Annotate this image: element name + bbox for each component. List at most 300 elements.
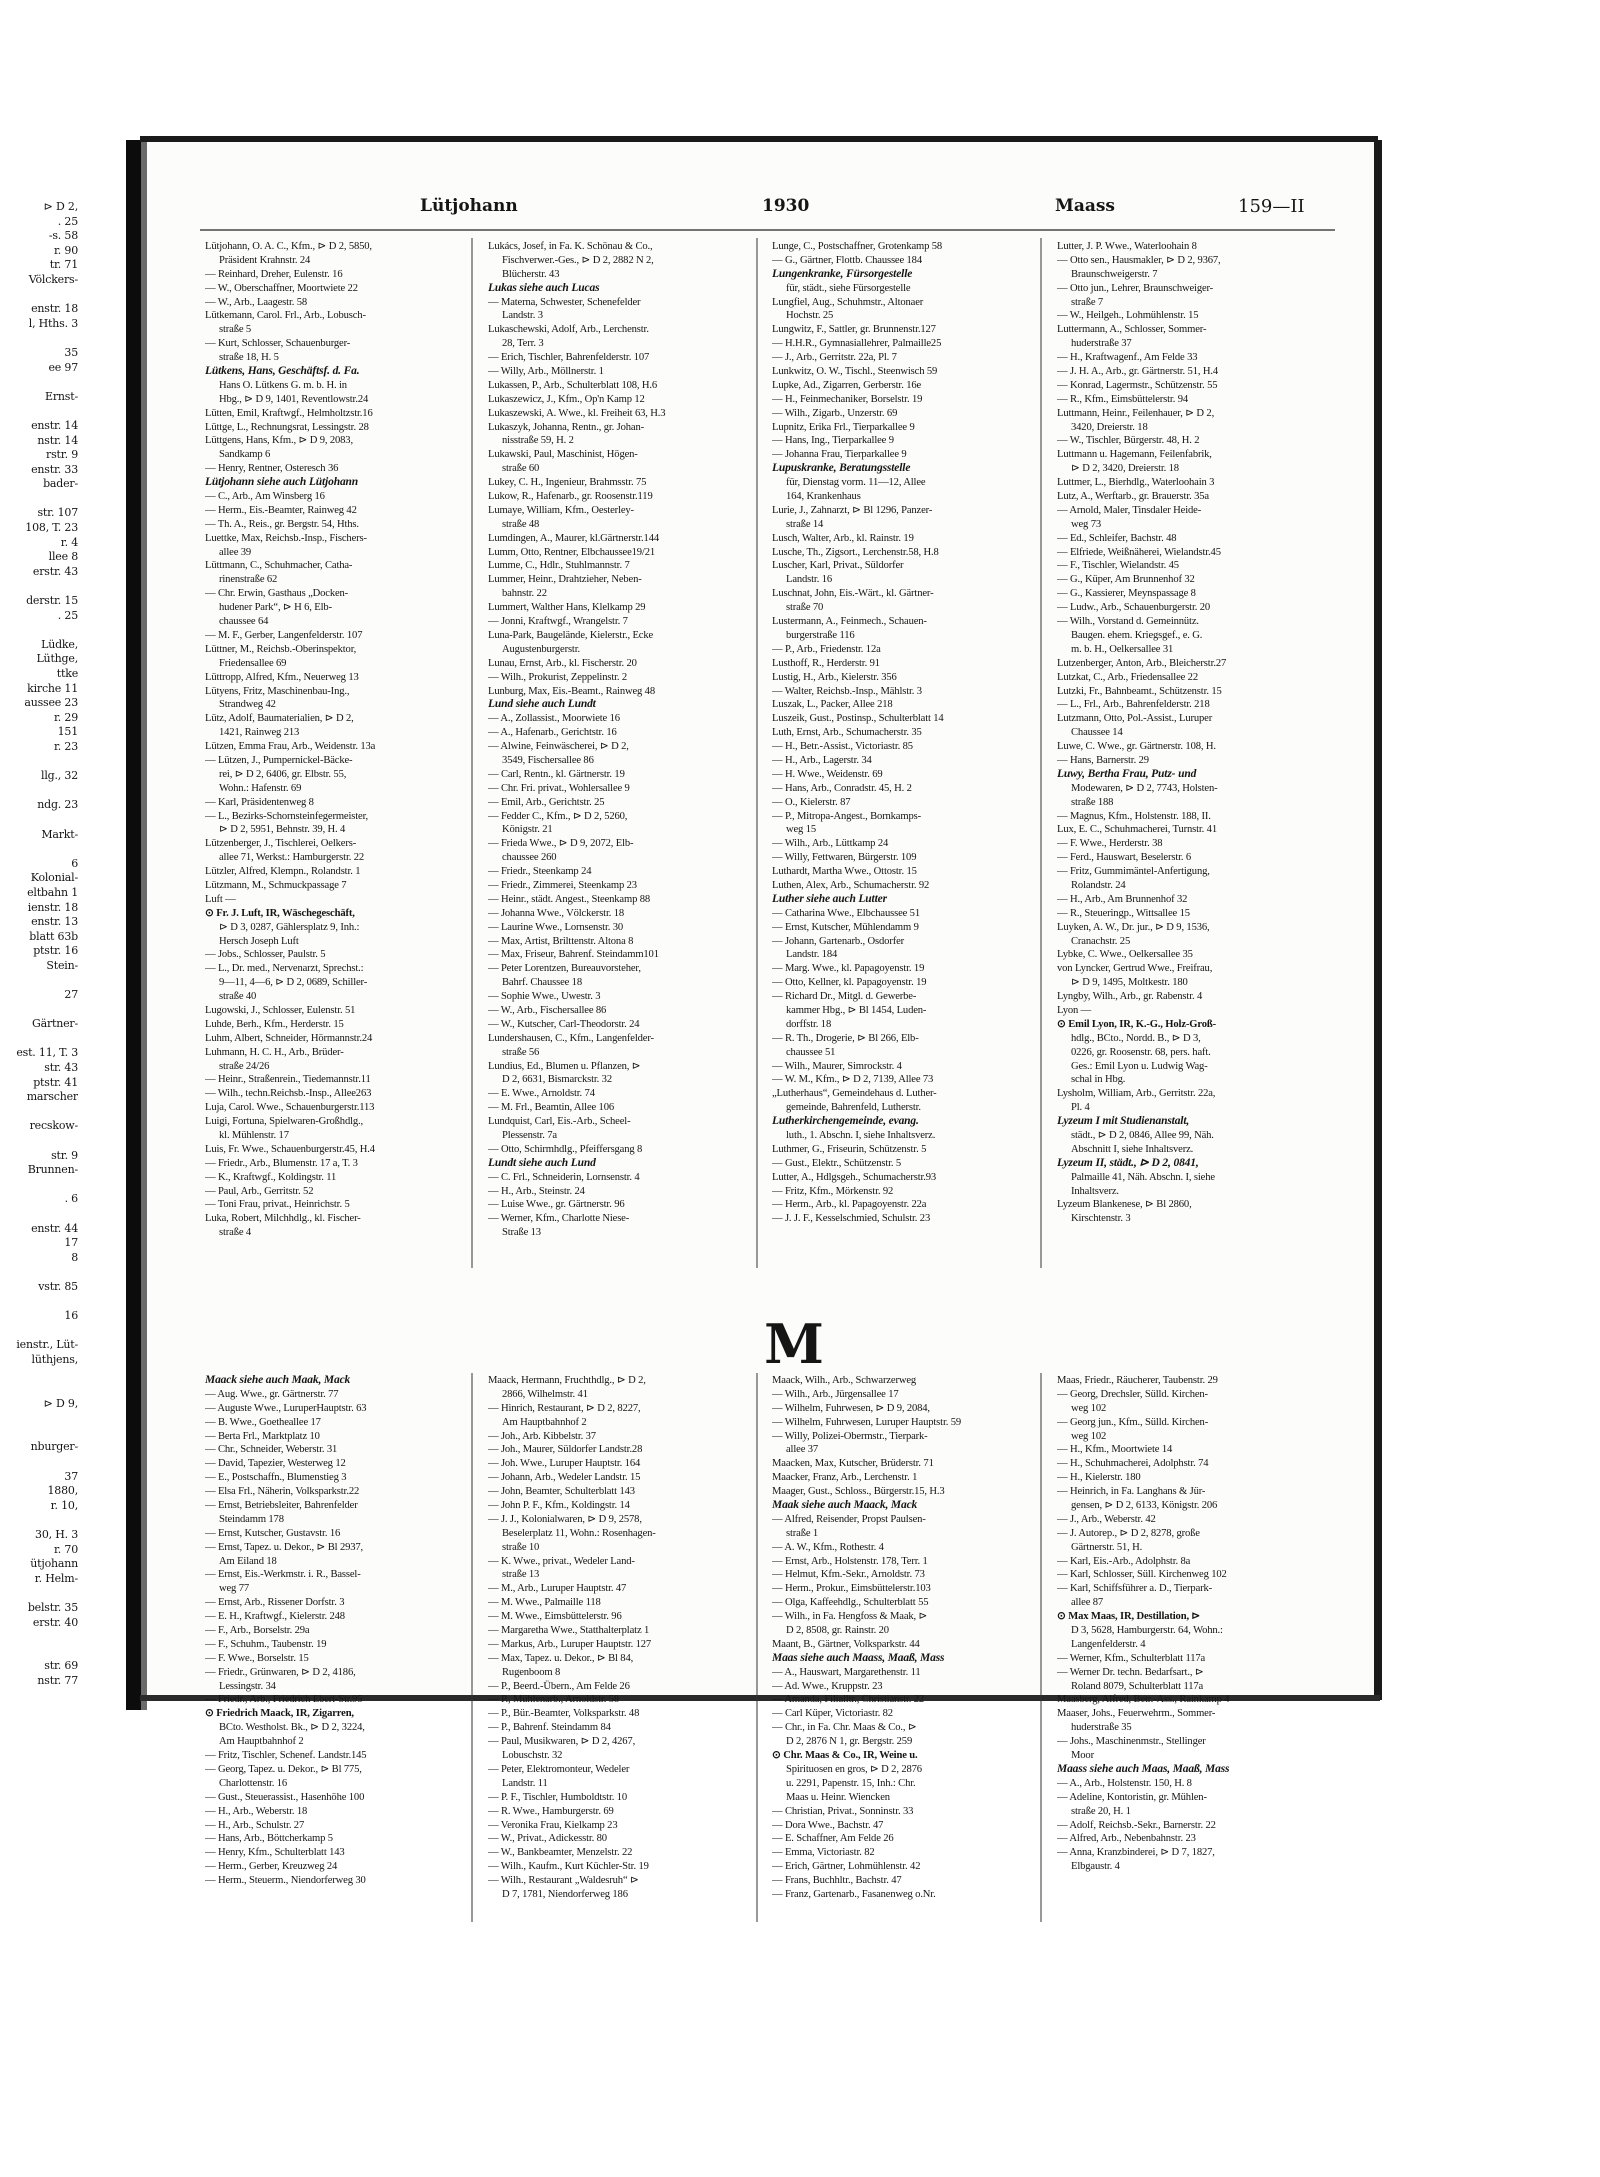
directory-entry: — Catharina Wwe., Elbchaussee 51 <box>772 907 920 919</box>
directory-entry: — W., Kutscher, Carl-Theodorstr. 24 <box>488 1018 640 1030</box>
facing-page-line <box>0 404 78 419</box>
directory-entry: — Christian, Privat., Sonninstr. 33 <box>772 1805 914 1817</box>
directory-entry: — P., Bür.-Beamter, Volksparkstr. 48 <box>488 1708 640 1720</box>
directory-entry: — Elsa Frl., Näherin, Volksparkstr.22 <box>205 1486 360 1498</box>
facing-page-line: 35 <box>64 345 78 359</box>
facing-page-line: ⊳ D 9, <box>43 1396 78 1410</box>
directory-entry: von Lyncker, Gertrud Wwe., Freifrau, <box>1057 963 1213 975</box>
directory-entry: Chaussee 14 <box>1071 727 1123 739</box>
directory-entry: Abschnitt I, siehe Inhaltsverz. <box>1071 1143 1194 1155</box>
directory-entry: — Ernst, Kutscher, Gustavstr. 16 <box>205 1527 341 1539</box>
directory-entry: — J., Arb., Weberstr. 42 <box>1057 1513 1156 1525</box>
directory-entry: straße 7 <box>1071 296 1104 308</box>
directory-entry: 164, Krankenhaus <box>786 491 861 503</box>
directory-entry: Luszeik, Gust., Postinsp., Schulterblatt 14 <box>772 713 944 725</box>
directory-entry: — Willy, Arb., Möllnerstr. 1 <box>488 366 604 378</box>
directory-entry: — Erich, Tischler, Bahrenfelderstr. 107 <box>488 352 650 364</box>
directory-entry: hdlg., BCto., Nordd. B., ⊳ D 3, <box>1071 1032 1201 1044</box>
page-number: 159—II <box>1238 196 1305 217</box>
directory-entry: — Georg, Tapez. u. Dekor., ⊳ Bl 775, <box>205 1763 362 1775</box>
directory-entry: Lummert, Walther Hans, Klelkamp 29 <box>488 602 646 614</box>
directory-entry: 0226, gr. Roosenstr. 68, pers. haft. <box>1071 1046 1211 1058</box>
directory-entry: Lummer, Heinr., Drahtzieher, Neben- <box>488 574 642 586</box>
facing-page-line: Stein- <box>46 958 78 972</box>
directory-entry: — M. Frl., Beamtin, Allee 106 <box>488 1102 615 1114</box>
facing-page-line: 37 <box>64 1469 78 1483</box>
facing-page-line: rstr. 9 <box>46 448 78 462</box>
directory-entry: Luschnat, John, Eis.-Wärt., kl. Gärtner- <box>772 588 934 600</box>
directory-entry: — A., Hauswart, Margarethenstr. 11 <box>772 1666 921 1678</box>
directory-entry: Straße 13 <box>502 1227 541 1239</box>
facing-page-line: enstr. 18 <box>31 302 78 316</box>
directory-entry: m. b. H., Oelkersallee 31 <box>1071 643 1174 655</box>
directory-entry: — Otto sen., Hausmakler, ⊳ D 2, 9367, <box>1057 254 1221 266</box>
directory-entry: Luthmer, G., Friseurin, Schützenstr. 5 <box>772 1143 927 1155</box>
directory-entry: — Anna, Kranzbinderei, ⊳ D 7, 1827, <box>1057 1847 1215 1859</box>
facing-page-line: r. 4 <box>60 535 78 549</box>
directory-entry: — P. F., Tischler, Humboldtstr. 10 <box>488 1791 628 1803</box>
directory-entry: Lutter, A., Hdlgsgeh., Schumacherstr.93 <box>772 1171 937 1183</box>
directory-entry: Lyzeum II, städt., ⊳ D 2, 0841, <box>1057 1156 1199 1169</box>
directory-entry: Lusthoff, R., Herderstr. 91 <box>772 657 880 669</box>
directory-entry: Luja, Carol. Wwe., Schauenburgerstr.113 <box>205 1102 375 1114</box>
facing-page-line: erstr. 43 <box>32 564 78 578</box>
facing-page-line <box>0 1455 78 1470</box>
directory-entry: — Frans, Buchhltr., Bachstr. 47 <box>772 1875 902 1887</box>
directory-entry: — Wilh., techn.Reichsb.-Insp., Allee263 <box>205 1088 372 1100</box>
directory-entry: — J. Autorep., ⊳ D 2, 8278, große <box>1057 1527 1200 1539</box>
directory-entry: Lustig, H., Arb., Kielerstr. 356 <box>772 671 897 683</box>
directory-entry: chaussee 260 <box>502 852 557 864</box>
directory-entry: — Chr. Fri. privat., Wohlersallee 9 <box>488 782 630 794</box>
directory-entry: Lyngby, Wilh., Arb., gr. Rabenstr. 4 <box>1057 991 1203 1003</box>
facing-page-line: ütjohann <box>30 1557 78 1571</box>
directory-entry: Lütkens, Hans, Geschäftsf. d. Fa. <box>205 365 360 378</box>
directory-entry: — Toni Frau, privat., Heinrichstr. 5 <box>205 1199 350 1211</box>
facing-page-line <box>0 1630 78 1645</box>
directory-entry: — Jobs., Schlosser, Paulstr. 5 <box>205 949 326 961</box>
directory-entry: — Wilh., Arb., Lüttkamp 24 <box>772 838 889 850</box>
directory-entry: — G., Kassierer, Meynspassage 8 <box>1057 588 1196 600</box>
directory-entry: ⊙ Max Maas, IR, Destillation, ⊳ <box>1057 1611 1201 1623</box>
directory-entry: Lützler, Alfred, Klempn., Rolandstr. 1 <box>205 866 361 878</box>
directory-entry: — Berta Frl., Marktplatz 10 <box>205 1430 320 1442</box>
facing-page-line: enstr. 33 <box>31 462 78 476</box>
directory-entry: Hersch Joseph Luft <box>219 935 299 947</box>
facing-page-line: . 25 <box>57 608 78 622</box>
facing-page-line <box>0 973 78 988</box>
facing-page-strip <box>0 200 78 1700</box>
directory-entry: Lüttgens, Hans, Kfm., ⊳ D 9, 2083, <box>205 435 353 447</box>
directory-entry: — Herm., Prokur., Eimsbüttelerstr.103 <box>772 1583 931 1595</box>
directory-entry: Lux, E. C., Schuhmacherei, Turnstr. 41 <box>1057 824 1217 836</box>
directory-entry: Fischverwer.-Ges., ⊳ D 2, 2882 N 2, <box>502 254 654 266</box>
directory-entry: gensen, ⊳ D 2, 6133, Königstr. 206 <box>1071 1500 1218 1512</box>
directory-entry: — Carl Küper, Victoriastr. 82 <box>772 1708 893 1720</box>
directory-entry: — Joh., Maurer, Süldorfer Landstr.28 <box>488 1444 643 1456</box>
facing-page-line: r. 29 <box>53 710 78 724</box>
directory-entry: kammer Hbg., ⊳ Bl 1454, Luden- <box>786 1004 927 1016</box>
directory-entry: — K. Wwe., privat., Wedeler Land- <box>488 1555 635 1567</box>
directory-entry: — A., Hafenarb., Gerichtstr. 16 <box>488 727 617 739</box>
directory-entry: Charlottenstr. 16 <box>219 1777 288 1789</box>
facing-page-line: nburger- <box>30 1440 78 1454</box>
directory-entry: — Friedr., Arb., Blumenstr. 17 a, T. 3 <box>205 1157 358 1169</box>
directory-entry: Rugenboom 8 <box>502 1666 561 1678</box>
facing-page-line: r. 10, <box>50 1498 78 1512</box>
directory-entry: u. 2291, Papenstr. 15, Inh.: Chr. <box>786 1777 916 1789</box>
directory-entry: — Herm., Gerber, Kreuzweg 24 <box>205 1861 338 1873</box>
directory-entry: Landstr. 16 <box>786 574 833 586</box>
directory-entry: ⊳ D 2, 5951, Behnstr. 39, H. 4 <box>219 824 346 836</box>
directory-entry: — Ernst, Eis.-Werkmstr. i. R., Bassel- <box>205 1569 361 1581</box>
directory-entry: straße 48 <box>502 518 540 530</box>
directory-entry: straße 5 <box>219 324 252 336</box>
directory-entry: straße 14 <box>786 518 824 530</box>
directory-entry: chaussee 64 <box>219 616 269 628</box>
facing-page-line: llg., 32 <box>41 769 78 783</box>
facing-page-line <box>0 331 78 346</box>
facing-page-line <box>0 1426 78 1441</box>
directory-entry: Lukaschewski, Adolf, Arb., Lerchenstr. <box>488 324 649 336</box>
directory-entry: Lurie, J., Zahnarzt, ⊳ Bl 1296, Panzer- <box>772 504 933 516</box>
directory-entry: — H., Schuhmacherei, Adolphstr. 74 <box>1057 1458 1209 1470</box>
directory-entry: — Frieda Wwe., ⊳ D 9, 2072, Elb- <box>488 838 634 850</box>
facing-page-line <box>0 813 78 828</box>
directory-entry: — Max, Friseur, Bahrenf. Steindamm101 <box>488 949 659 961</box>
directory-entry: — Werner Dr. techn. Bedarfsart., ⊳ <box>1057 1666 1204 1678</box>
directory-entry: — B. Wwe., Goetheallee 17 <box>205 1416 321 1428</box>
directory-entry: — Dora Wwe., Bachstr. 47 <box>772 1819 884 1831</box>
directory-entry: — Henry, Kfm., Schulterblatt 143 <box>205 1847 345 1859</box>
directory-entry: — Ludw., Arb., Schauenburgerstr. 20 <box>1057 602 1211 614</box>
directory-entry: — Wilhelm, Fuhrwesen, ⊳ D 9, 2084, <box>772 1402 930 1414</box>
directory-entry: — H., Arb., Weberstr. 18 <box>205 1805 308 1817</box>
directory-entry: — A., Zollassist., Moorwiete 16 <box>488 713 620 725</box>
directory-entry: burgerstraße 116 <box>786 629 855 641</box>
directory-entry: — Paul, Musikwaren, ⊳ D 2, 4267, <box>488 1736 636 1748</box>
directory-entry: chaussee 51 <box>786 1046 836 1058</box>
directory-entry: Lumme, C., Hdlr., Stuhlmannstr. 7 <box>488 560 630 572</box>
entry-column-m1 <box>205 1374 449 1888</box>
directory-entry: — J. J., Kolonialwaren, ⊳ D 9, 2578, <box>488 1513 642 1525</box>
directory-entry: Maack siehe auch Maak, Mack <box>205 1374 351 1386</box>
directory-entry: — Georg jun., Kfm., Sülld. Kirchen- <box>1057 1416 1209 1428</box>
facing-page-line: eltbahn 1 <box>27 885 78 899</box>
directory-entry: — Markus, Arb., Luruper Hauptstr. 127 <box>488 1638 652 1650</box>
directory-entry: — M. F., Gerber, Langenfelderstr. 107 <box>205 629 363 641</box>
directory-entry: Luttermann, A., Schlosser, Sommer- <box>1057 324 1207 336</box>
directory-entry: Am Hauptbahnhof 2 <box>219 1736 304 1748</box>
directory-entry: — Max, Tapez. u. Dekor., ⊳ Bl 84, <box>488 1652 634 1664</box>
directory-entry: — W., Arb., Fischersallee 86 <box>488 1004 607 1016</box>
directory-entry: allee 87 <box>1071 1597 1104 1609</box>
facing-page-line <box>0 1003 78 1018</box>
directory-entry: Lukaszewicz, J., Kfm., Op'n Kamp 12 <box>488 393 645 405</box>
directory-entry: ⊙ Chr. Maas & Co., IR, Weine u. <box>772 1750 918 1762</box>
directory-entry: — Richard Dr., Mitgl. d. Gewerbe- <box>772 991 917 1003</box>
directory-entry: Lütten, Emil, Kraftwgf., Helmholtzstr.16 <box>205 407 373 419</box>
facing-page-line: 8 <box>71 1250 78 1264</box>
directory-entry: Luna-Park, Baugelände, Kielerstr., Ecke <box>488 629 654 641</box>
facing-page-line <box>0 1324 78 1339</box>
directory-entry: — Franz, Gartenarb., Fasanenweg o.Nr. <box>772 1888 936 1900</box>
directory-entry: Lukow, R., Hafenarb., gr. Roosenstr.119 <box>488 491 653 503</box>
directory-entry: Roland 8079, Schulterblatt 117a <box>1071 1680 1204 1692</box>
facing-page-line <box>0 1368 78 1383</box>
directory-entry: — Henry, Rentner, Osteresch 36 <box>205 463 339 475</box>
directory-entry: Luhmann, H. C. H., Arb., Brüder- <box>205 1046 344 1058</box>
directory-entry: ⊳ D 3, 0287, Gählersplatz 9, Inh.: <box>219 921 360 933</box>
directory-entry: Lunau, Ernst, Arb., kl. Fischerstr. 20 <box>488 657 637 669</box>
directory-entry: Lessingstr. 34 <box>219 1680 276 1692</box>
facing-page-line: Ernst- <box>45 389 78 403</box>
directory-entry: — G., Küper, Am Brunnenhof 32 <box>1057 574 1195 586</box>
facing-page-line: erstr. 40 <box>32 1615 78 1629</box>
directory-entry: Präsident Krahnstr. 24 <box>219 254 311 266</box>
directory-entry: — H., Kraftwagenf., Am Felde 33 <box>1057 352 1198 364</box>
facing-page-line <box>0 1134 78 1149</box>
directory-entry: 9—11, 4—6, ⊳ D 2, 0689, Schiller- <box>219 977 368 989</box>
directory-entry: Maack, Wilh., Arb., Schwarzerweg <box>772 1375 917 1386</box>
directory-entry: — Carl, Rentn., kl. Gärtnerstr. 19 <box>488 768 625 780</box>
directory-entry: Lutzmann, Otto, Pol.-Assist., Luruper <box>1057 713 1213 725</box>
directory-entry: straße 60 <box>502 463 540 475</box>
directory-entry: Lusch, Walter, Arb., kl. Rainstr. 19 <box>772 532 914 544</box>
directory-entry: — Fedder C., Kfm., ⊳ D 2, 5260, <box>488 810 628 822</box>
directory-entry: — A., Arb., Holstenstr. 150, H. 8 <box>1057 1777 1192 1789</box>
directory-entry: — Heinr., Straßenrein., Tiedemannstr.11 <box>205 1074 371 1086</box>
facing-page-line <box>0 1382 78 1397</box>
directory-entry: 2866, Wilhelmstr. 41 <box>502 1388 588 1400</box>
directory-entry: — L., Frl., Arb., Bahrenfelderstr. 218 <box>1057 699 1210 711</box>
entry-column-1 <box>205 240 449 1240</box>
directory-entry: — Fritz, Tischler, Schenef. Landstr.145 <box>205 1750 367 1762</box>
directory-entry: — C., Arb., Am Winsberg 16 <box>205 491 325 503</box>
facing-page-line: ienstr., Lüt- <box>16 1338 78 1352</box>
directory-entry: — M. Wwe., Palmaille 118 <box>488 1597 601 1609</box>
facing-page-line: kirche 11 <box>27 681 78 695</box>
directory-entry: — R., Kfm., Eimsbüttelerstr. 94 <box>1057 393 1188 405</box>
directory-entry: — Werner, Kfm., Charlotte Niese- <box>488 1213 630 1225</box>
directory-entry: Luft — <box>205 893 236 905</box>
directory-entry: — Fritz, Kfm., Mörkenstr. 92 <box>772 1185 894 1197</box>
directory-entry: — F. Wwe., Borselstr. 15 <box>205 1652 309 1664</box>
facing-page-line: bader- <box>43 477 78 491</box>
directory-entry: Luhm, Albert, Schneider, Hörmannstr.24 <box>205 1032 373 1044</box>
directory-entry: — Reinhard, Dreher, Eulenstr. 16 <box>205 268 343 280</box>
directory-entry: rinenstraße 62 <box>219 574 278 586</box>
facing-page-line: ⊳ D 2, <box>43 200 78 213</box>
directory-entry: für, Dienstag vorm. 11—12, Allee <box>786 477 926 489</box>
directory-entry: bahnstr. 22 <box>502 588 547 600</box>
directory-entry: — Chr., Schneider, Weberstr. 31 <box>205 1444 338 1456</box>
directory-entry: Lupke, Ad., Zigarren, Gerberstr. 16e <box>772 379 922 391</box>
directory-entry: Am Eiland 18 <box>219 1555 277 1567</box>
directory-entry: — Wilh., Prokurist, Zeppelinstr. 2 <box>488 671 628 683</box>
directory-entry: — F., Tischler, Wielandstr. 45 <box>1057 560 1179 572</box>
directory-entry: — Hans, Ing., Tierparkallee 9 <box>772 435 894 447</box>
directory-entry: — L., Bezirks-Schornsteinfegermeister, <box>205 810 369 822</box>
directory-entry: — Peter Lorentzen, Bureauvorsteher, <box>488 963 641 975</box>
directory-entry: Steindamm 178 <box>219 1513 284 1525</box>
directory-entry: — Otto, Kellner, kl. Papagoyenstr. 19 <box>772 977 927 989</box>
directory-entry: — W., Oberschaffner, Moortwiete 22 <box>205 282 358 294</box>
directory-entry: — Ernst, Arb., Rissener Dorfstr. 3 <box>205 1597 345 1609</box>
directory-entry: Luttmann, Heinr., Feilenhauer, ⊳ D 2, <box>1057 407 1215 419</box>
page-right-edge <box>1374 140 1382 1700</box>
directory-entry: Lustermann, A., Feinmech., Schauen- <box>772 616 927 628</box>
directory-entry: — John P. F., Kfm., Koldingstr. 14 <box>488 1500 630 1512</box>
facing-page-line <box>0 623 78 638</box>
directory-entry: Lukey, C. H., Ingenieur, Brahmsstr. 75 <box>488 477 647 489</box>
directory-entry: — Alfred, Reisender, Propst Paulsen- <box>772 1513 926 1525</box>
directory-entry: — J. J. F., Kesselschmied, Schulstr. 23 <box>772 1213 931 1225</box>
directory-entry: straße 188 <box>1071 796 1114 808</box>
directory-entry: — Ernst, Arb., Holstenstr. 178, Terr. 1 <box>772 1555 928 1567</box>
directory-entry: straße 18, H. 5 <box>219 352 279 364</box>
directory-entry: Lungfiel, Aug., Schuhmstr., Altonaer <box>772 296 924 308</box>
facing-page-line <box>0 1032 78 1047</box>
directory-entry: — Willy, Polizei-Obermstr., Tierpark- <box>772 1430 928 1442</box>
facing-page-line: nstr. 77 <box>37 1673 78 1687</box>
directory-entry: Beselerplatz 11, Wohn.: Rosenhagen- <box>502 1527 656 1539</box>
directory-entry: dorffstr. 18 <box>786 1018 832 1030</box>
directory-entry: — W., Privat., Adickesstr. 80 <box>488 1833 607 1845</box>
directory-entry: straße 10 <box>502 1541 540 1553</box>
directory-entry: Lukaszewski, A. Wwe., kl. Freiheit 63, H.3 <box>488 407 666 419</box>
facing-page-line: Gärtner- <box>32 1017 78 1031</box>
facing-page-line: ee 97 <box>48 360 78 374</box>
directory-entry: — Karl, Schiffsführer a. D., Tierpark- <box>1057 1583 1213 1595</box>
directory-entry: Landstr. 11 <box>502 1777 548 1789</box>
directory-entry: — R., Steueringp., Wittsallee 15 <box>1057 907 1190 919</box>
directory-entry: Landstr. 184 <box>786 949 838 961</box>
directory-entry: — P., Beerd.-Übern., Am Felde 26 <box>488 1680 630 1692</box>
directory-entry: — Wilh., Arb., Jürgensallee 17 <box>772 1388 899 1400</box>
directory-entry: allee 39 <box>219 546 252 558</box>
directory-entry: ⊙ Emil Lyon, IR, K.-G., Holz-Groß- <box>1057 1018 1216 1030</box>
directory-entry: Hochstr. 25 <box>786 310 834 322</box>
directory-entry: — Ed., Schleifer, Bachstr. 48 <box>1057 532 1177 544</box>
directory-entry: Lüttner, M., Reichsb.-Oberinspektor, <box>205 643 357 655</box>
directory-entry: straße 70 <box>786 602 824 614</box>
facing-page-line <box>0 1265 78 1280</box>
directory-entry: Lugowski, J., Schlosser, Eulenstr. 51 <box>205 1004 356 1016</box>
facing-page-line: enstr. 13 <box>31 915 78 929</box>
directory-entry: — Magnus, Kfm., Holstenstr. 188, II. <box>1057 810 1211 822</box>
directory-entry: — J., Arb., Gerritstr. 22a, Pl. 7 <box>772 352 897 364</box>
directory-entry: Lutzkat, C., Arb., Friedensallee 22 <box>1057 671 1198 683</box>
directory-entry: Maacker, Franz, Arb., Lerchenstr. 1 <box>772 1472 918 1484</box>
facing-page-line: 1880, <box>47 1484 78 1498</box>
directory-entry: — Emil, Arb., Gerichtstr. 25 <box>488 796 605 808</box>
directory-entry: Lupuskranke, Beratungsstelle <box>772 462 911 475</box>
directory-entry: kl. Mühlenstr. 17 <box>219 1130 289 1141</box>
facing-page-line <box>0 1645 78 1660</box>
directory-entry: — Friedr., Zimmerei, Steenkamp 23 <box>488 879 637 891</box>
directory-entry: — C. Frl., Schneiderin, Lornsenstr. 4 <box>488 1171 640 1183</box>
directory-entry: huderstraße 37 <box>1071 338 1132 350</box>
directory-entry: gemeinde, Bahrenfeld, Lutherstr. <box>786 1102 921 1114</box>
directory-entry: — Amanda, Filialltr., Christianstr. 22 <box>772 1694 925 1706</box>
directory-entry: ⊳ D 2, 3420, Dreierstr. 18 <box>1071 463 1179 475</box>
entry-column-4 <box>1057 240 1301 1226</box>
directory-entry: — M. Wwe., Eimsbüttelerstr. 96 <box>488 1611 622 1623</box>
entry-column-m3 <box>772 1374 1016 1902</box>
directory-entry: — John, Beamter, Schulterblatt 143 <box>488 1486 635 1498</box>
header-last-entry: Maass <box>1055 196 1115 216</box>
directory-entry: — H., Kielerstr. 180 <box>1057 1472 1141 1484</box>
directory-entry: Lutz, A., Werftarb., gr. Brauerstr. 35a <box>1057 491 1209 503</box>
directory-entry: Luthardt, Martha Wwe., Ottostr. 15 <box>772 866 917 878</box>
directory-entry: — W. M., Kfm., ⊳ D 2, 7139, Allee 73 <box>772 1074 934 1086</box>
facing-page-line <box>0 755 78 770</box>
facing-page-line: blatt 63b <box>29 929 78 943</box>
directory-entry: — Karl, Präsidentenweg 8 <box>205 796 314 808</box>
directory-entry: Lutter, J. P. Wwe., Waterloohain 8 <box>1057 241 1197 252</box>
directory-entry: allee 71, Werkst.: Hamburgerstr. 22 <box>219 852 365 864</box>
directory-entry: — Herm., Eis.-Beamter, Rainweg 42 <box>205 504 357 516</box>
directory-entry: Lütjohann siehe auch Lütjohann <box>205 476 359 489</box>
directory-entry: Lüttge, L., Rechnungsrat, Lessingstr. 28 <box>205 421 369 433</box>
directory-entry: — W., Arb., Laagestr. 58 <box>205 296 308 308</box>
directory-entry: Sandkamp 6 <box>219 449 271 461</box>
facing-page-line: enstr. 44 <box>31 1221 78 1235</box>
directory-entry: — M., Arb., Luruper Hauptstr. 47 <box>488 1583 627 1595</box>
facing-page-line: ndg. 23 <box>37 798 78 812</box>
directory-entry: Lukács, Josef, in Fa. K. Schönau & Co., <box>488 241 653 252</box>
directory-entry: Lyon — <box>1057 1004 1092 1016</box>
facing-page-line: str. 69 <box>44 1659 78 1673</box>
directory-entry: BCto. Westholst. Bk., ⊳ D 2, 3224, <box>219 1722 365 1734</box>
directory-entry: Lütkemann, Carol. Frl., Arb., Lobusch- <box>205 310 366 322</box>
directory-entry: Lüttmann, C., Schuhmacher, Catha- <box>205 560 353 572</box>
directory-entry: Luis, Fr. Wwe., Schauenburgerstr.45, H.4 <box>205 1143 375 1155</box>
directory-entry: — Max, Artist, Brilttenstr. Altona 8 <box>488 935 634 947</box>
directory-entry: — P., Mitropa-Angest., Bornkamps- <box>772 810 921 822</box>
header-first-entry: Lütjohann <box>420 196 518 216</box>
facing-page-line <box>0 1207 78 1222</box>
directory-entry: — Sophie Wwe., Uwestr. 3 <box>488 991 601 1003</box>
facing-page-line <box>0 1178 78 1193</box>
facing-page-line <box>0 579 78 594</box>
facing-page-line: ttke <box>56 667 78 680</box>
directory-entry: Luhde, Berh., Kfm., Herderstr. 15 <box>205 1018 344 1030</box>
facing-page-line: llee 8 <box>48 550 78 564</box>
directory-entry: — Chr. Erwin, Gasthaus „Docken- <box>205 588 349 600</box>
directory-entry: Lybke, C. Wwe., Oelkersallee 35 <box>1057 949 1193 961</box>
directory-entry: — Herm., Arb., kl. Papagoyenstr. 22a <box>772 1199 927 1211</box>
directory-entry: Königstr. 21 <box>502 824 553 836</box>
facing-page-line: Lüdke, <box>41 637 78 651</box>
directory-entry: — Wilhelm, Fuhrwesen, Luruper Hauptstr. 59 <box>772 1416 962 1428</box>
directory-entry: straße 4 <box>219 1227 252 1239</box>
directory-entry: Lukaszyk, Johanna, Rentn., gr. Johan- <box>488 421 644 433</box>
directory-entry: — Ernst, Betriebsleiter, Bahrenfelder <box>205 1500 358 1512</box>
directory-entry: Lütyens, Fritz, Maschinenbau-Ing., <box>205 685 350 697</box>
directory-entry: — R. Wwe., Hamburgerstr. 69 <box>488 1805 614 1817</box>
directory-entry: — Lützen, J., Pumpernickel-Bäcke- <box>205 754 353 766</box>
facing-page-line: l, Hths. 3 <box>28 316 78 330</box>
facing-page-line <box>0 1513 78 1528</box>
directory-entry: — H., Arb., Am Brunnenhof 32 <box>1057 893 1188 905</box>
directory-entry: Luettke, Max, Reichsb.-Insp., Fischers- <box>205 532 367 544</box>
directory-entry: Lupnitz, Erika Frl., Tierparkallee 9 <box>772 421 915 433</box>
facing-page-line: est. 11, T. 3 <box>16 1046 78 1060</box>
directory-entry: Lunburg, Max, Eis.-Beamt., Rainweg 48 <box>488 685 655 697</box>
facing-page-line: r. 70 <box>53 1542 78 1556</box>
